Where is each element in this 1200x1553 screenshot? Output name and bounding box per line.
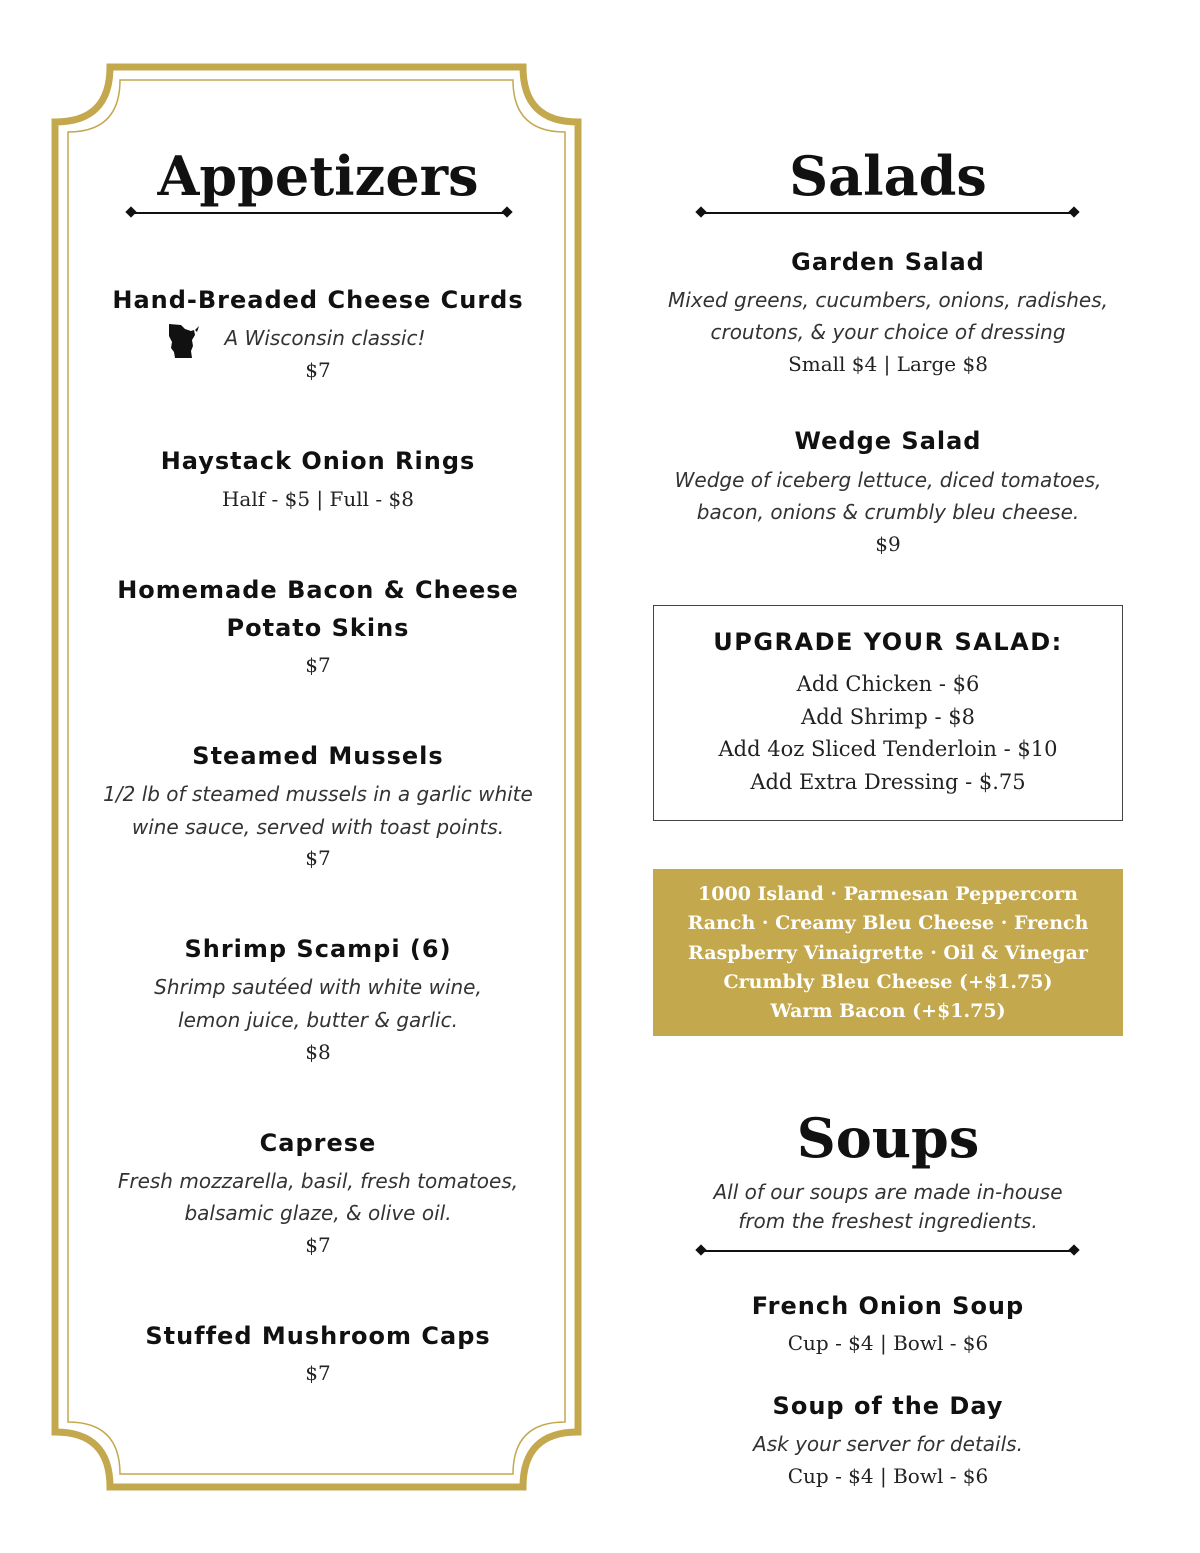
- item-garden-salad-name: Garden Salad: [791, 248, 985, 276]
- item-caprese-price: $7: [305, 1233, 331, 1257]
- item-caprese-desc-line1: Fresh mozzarella, basil, fresh tomatoes,: [117, 1169, 519, 1193]
- appetizers-title: Appetizers: [157, 144, 479, 208]
- item-french-onion-price: Cup - $4 | Bowl - $6: [787, 1331, 989, 1355]
- salads-divider: [701, 212, 1074, 214]
- item-wedge-salad-name: Wedge Salad: [794, 427, 982, 455]
- dressing-line-3: Raspberry Vinaigrette · Oil & Vinegar: [688, 942, 1088, 964]
- item-soup-of-day-price: Cup - $4 | Bowl - $6: [787, 1464, 989, 1488]
- dressing-line-1: 1000 Island · Parmesan Peppercorn: [698, 883, 1078, 905]
- item-french-onion-name: French Onion Soup: [751, 1292, 1025, 1320]
- item-mussels-desc-line1: 1/2 lb of steamed mussels in a garlic white: [103, 782, 533, 806]
- upgrade-line-shrimp: Add Shrimp - $8: [801, 705, 975, 729]
- item-cheese-curds-name: Hand-Breaded Cheese Curds: [112, 286, 524, 314]
- item-potato-skins-name-line1: Homemade Bacon & Cheese: [117, 576, 519, 604]
- item-shrimp-scampi-name: Shrimp Scampi (6): [184, 935, 452, 963]
- item-mussels-price: $7: [305, 846, 331, 870]
- item-mussels-desc-line2: wine sauce, served with toast points.: [131, 815, 505, 839]
- salads-title: Salads: [789, 144, 987, 208]
- item-garden-salad-desc-line2: croutons, & your choice of dressing: [710, 320, 1066, 344]
- item-onion-rings-name: Haystack Onion Rings: [160, 447, 476, 475]
- item-soup-of-day-name: Soup of the Day: [772, 1392, 1004, 1420]
- item-cheese-curds-price: $7: [305, 358, 331, 382]
- item-wedge-salad-desc-line2: bacon, onions & crumbly bleu cheese.: [696, 500, 1080, 524]
- soups-intro-line1: All of our soups are made in-house: [713, 1180, 1063, 1204]
- item-mussels-name: Steamed Mussels: [192, 742, 444, 770]
- dressing-line-2: Ranch · Creamy Bleu Cheese · French: [687, 912, 1089, 934]
- upgrade-salad-title: UPGRADE YOUR SALAD:: [713, 628, 1063, 656]
- item-shrimp-scampi-price: $8: [305, 1040, 331, 1064]
- item-mushroom-caps-price: $7: [305, 1361, 331, 1385]
- item-caprese-name: Caprese: [259, 1129, 377, 1157]
- appetizers-divider: [131, 212, 507, 214]
- soups-title: Soups: [796, 1106, 980, 1170]
- upgrade-line-dressing: Add Extra Dressing - $.75: [750, 770, 1026, 794]
- item-wedge-salad-desc-line1: Wedge of iceberg lettuce, diced tomatoes,: [674, 468, 1102, 492]
- item-wedge-salad-price: $9: [875, 532, 901, 556]
- dressing-line-5: Warm Bacon (+$1.75): [770, 1000, 1006, 1022]
- item-shrimp-scampi-desc-line1: Shrimp sautéed with white wine,: [154, 975, 482, 999]
- item-garden-salad-desc-line1: Mixed greens, cucumbers, onions, radishes,: [668, 288, 1108, 312]
- item-mushroom-caps-name: Stuffed Mushroom Caps: [145, 1322, 491, 1350]
- item-shrimp-scampi-desc-line2: lemon juice, butter & garlic.: [178, 1008, 458, 1032]
- item-soup-of-day-desc: Ask your server for details.: [753, 1432, 1023, 1456]
- item-potato-skins-price: $7: [305, 653, 331, 677]
- item-potato-skins-name-line2: Potato Skins: [226, 614, 410, 642]
- item-onion-rings-price: Half - $5 | Full - $8: [221, 487, 414, 511]
- item-cheese-curds-desc: A Wisconsin classic!: [224, 326, 426, 350]
- soups-intro-line2: from the freshest ingredients.: [738, 1209, 1038, 1233]
- item-garden-salad-price: Small $4 | Large $8: [788, 352, 988, 376]
- upgrade-line-tenderloin: Add 4oz Sliced Tenderloin - $10: [718, 737, 1058, 761]
- item-caprese-desc-line2: balsamic glaze, & olive oil.: [184, 1201, 452, 1225]
- upgrade-line-chicken: Add Chicken - $6: [796, 672, 980, 696]
- soups-divider: [701, 1250, 1074, 1252]
- upgrade-salad-box: [653, 605, 1123, 821]
- dressing-line-4: Crumbly Bleu Cheese (+$1.75): [723, 971, 1053, 993]
- dressing-options-box: [653, 869, 1123, 1036]
